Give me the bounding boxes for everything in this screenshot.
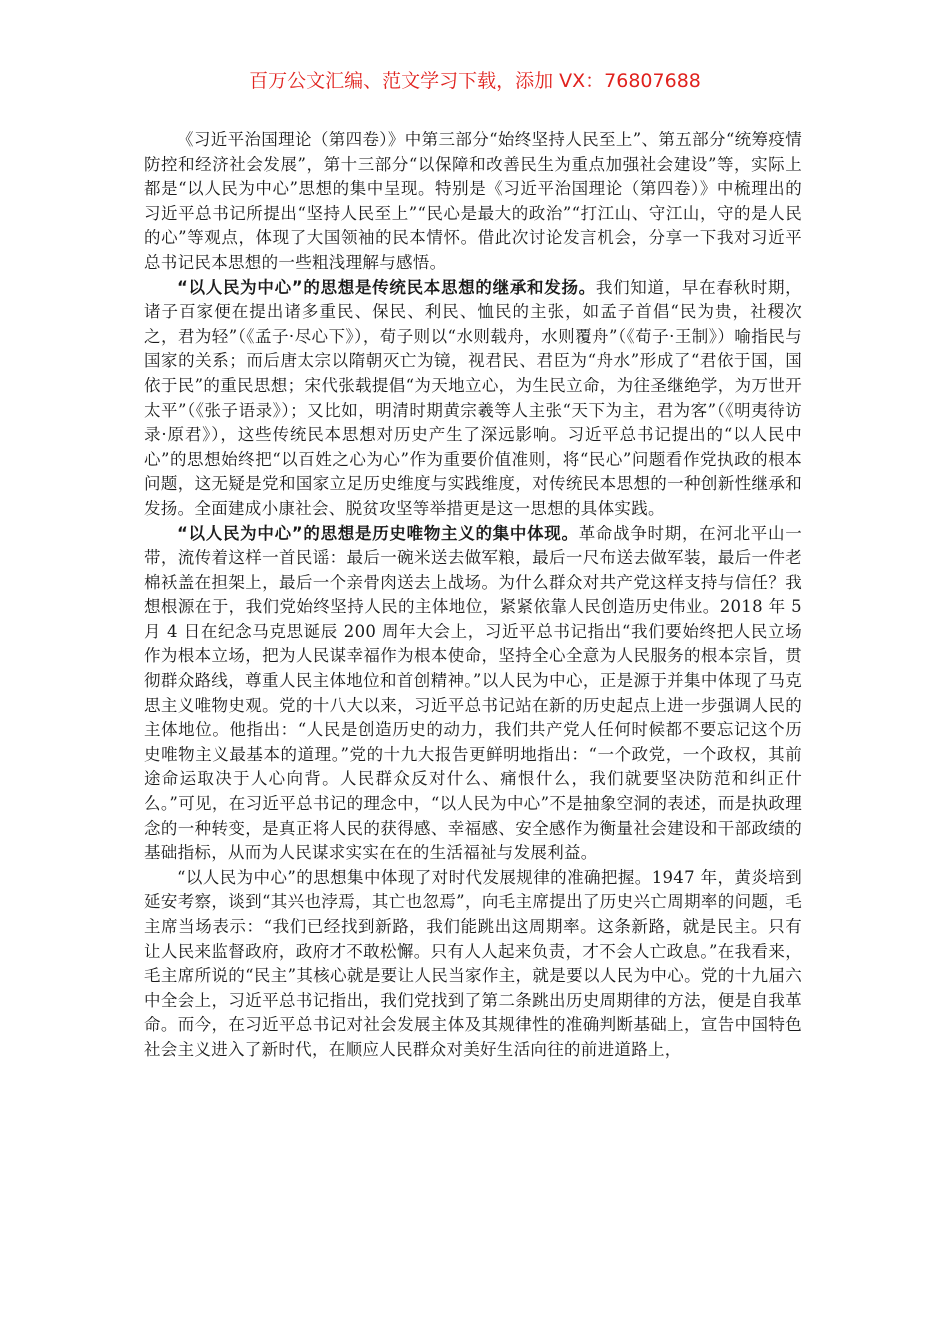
page-header-watermark: 百万公文汇编、范文学习下载，添加 VX：76807688	[249, 70, 701, 92]
paragraph-text: “以人民为中心”的思想集中体现了对时代发展规律的准确把握。1947 年，黄炎培到延安考察，谈到“其兴也浡焉，其亡也忽焉”，向毛主席提出了历史兴亡周期率的问题，毛主席当场表示：“我们已经找到新路，我们能跳出这周期率。这条新路，就是民主。只有让人民来监督政府，政府才不敢松懈。只有人人起来负责，才不会人亡政息。”在我看来，毛主席所说的“民主”其核心就是要让人民当家作主，就是要以人民为中心。党的十九届六中全会上，习近平总书记指出，我们党找到了第二条跳出历史周期律的方法，便是自我革命。而今，在习近平总书记对社会发展主体及其规律性的准确判断基础上，宣告中国特色社会主义进入了新时代，在顺应人民群众对美好生活向往的前进道路上，	[144, 867, 802, 1059]
paragraph-lead: “以人民为中心”的思想是历史唯物主义的集中体现。	[177, 523, 579, 543]
paragraph-intro	[144, 128, 802, 276]
paragraph-materialism	[144, 522, 802, 866]
paragraph-tradition	[144, 276, 802, 522]
paragraph-text: 革命战争时期，在河北平山一带，流传着这样一首民谣：最后一碗米送去做军粮，最后一尺布送去做军装，最后一件老棉袄盖在担架上，最后一个亲骨肉送去上战场。为什么群众对共产党这样支持与信任？我想根源在于，我们党始终坚持人民的主体地位，紧紧依靠人民创造历史伟业。2018 年 5 月 4 日在纪念马克思诞辰 200 周年大会上，习近平总书记指出“我们要始终把人民立场作为根本立场，把为人民谋幸福作为根本使命，坚持全心全意为人民服务的根本宗旨，贯彻群众路线，尊重人民主体地位和首创精神。”以人民为中心，正是源于并集中体现了马克思主义唯物史观。党的十八大以来，习近平总书记站在新的历史起点上进一步强调人民的主体地位。他指出：“人民是创造历史的动力，我们共产党人任何时候都不要忘记这个历史唯物主义最基本的道理。”党的十九大报告更鲜明地指出：“一个政党，一个政权，其前途命运取决于人心向背。人民群众反对什么、痛恨什么，我们就要坚决防范和纠正什么。”可见，在习近平总书记的理念中，“以人民为中心”不是抽象空洞的表述，而是执政理念的一种转变，是真正将人民的获得感、幸福感、安全感作为衡量社会建设和干部政绩的基础指标，从而为人民谋求实实在在的生活福祉与发展利益。	[144, 523, 803, 863]
paragraph-text: 我们知道，早在春秋时期，诸子百家便在提出诸多重民、保民、利民、恤民的主张，如孟子首倡“民为贵，社稷次之，君为轻”（《孟子·尽心下》），荀子则以“水则载舟，水则覆舟”（《荀子·王制》）喻指民与国家的关系；而后唐太宗以隋朝灭亡为镜，视君民、君臣为“舟水”形成了“君依于国，国依于民”的重民思想；宋代张载提倡“为天地立心，为生民立命，为往圣继绝学，为万世开太平”（《张子语录》）；又比如，明清时期黄宗羲等人主张“天下为主，君为客”（《明夷待访录·原君》），这些传统民本思想对历史产生了深远影响。习近平总书记提出的“以人民中心”的思想始终把“以百姓之心为心”作为重要价值准则，将“民心”问题看作党执政的根本问题，这无疑是党和国家立足历史维度与实践维度，对传统民本思想的一种创新性继承和发扬。全面建成小康社会、脱贫攻坚等举措更是这一思想的具体实践。	[144, 277, 802, 518]
paragraph-era	[144, 866, 802, 1063]
paragraph-lead: “以人民为中心”的思想是传统民本思想的继承和发扬。	[177, 277, 596, 297]
document-body	[144, 128, 802, 1063]
paragraph-text: 《习近平治国理论（第四卷）》中第三部分“始终坚持人民至上”、第五部分“统筹疫情防控和经济社会发展”，第十三部分“以保障和改善民生为重点加强社会建设”等，实际上都是“以人民为中心”思想的集中呈现。特别是《习近平治国理论（第四卷）》中梳理出的习近平总书记所提出“坚持人民至上”“民心是最大的政治”“打江山、守江山，守的是人民的心”等观点，体现了大国领袖的民本情怀。借此次讨论发言机会，分享一下我对习近平总书记民本思想的一些粗浅理解与感悟。	[144, 130, 802, 272]
